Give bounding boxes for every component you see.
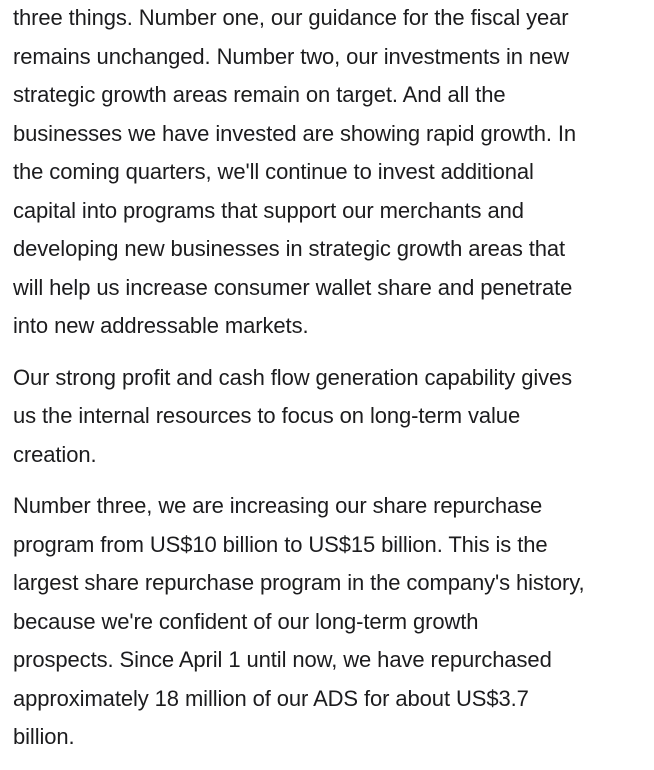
text-line: into new addressable markets. xyxy=(13,313,309,338)
text-line: prospects. Since April 1 until now, we have repurchased xyxy=(13,647,552,672)
text-line: largest share repurchase program in the company's history, xyxy=(13,570,585,595)
text-line: approximately 18 million of our ADS for about US$3.7 xyxy=(13,685,529,711)
text-line: capital into programs that support our merchants and xyxy=(13,197,524,223)
text-line: the coming quarters, we'll continue to invest additional xyxy=(13,159,534,184)
text-line: will help us increase consumer wallet share and penetrate xyxy=(13,274,573,300)
text-line: creation. xyxy=(13,441,97,467)
text-line: three things. Number one, our guidance for the fiscal year xyxy=(13,5,569,30)
paragraph-repurchase xyxy=(13,487,649,757)
paragraph-profit xyxy=(13,359,649,475)
text-line: because we're confident of our long-term growth xyxy=(13,608,479,634)
paragraph-guidance xyxy=(13,0,649,346)
article-body xyxy=(13,0,649,770)
text-line: remains unchanged. Number two, our investments in new xyxy=(13,43,569,69)
text-line: billion. xyxy=(13,724,75,749)
text-line: us the internal resources to focus on long-term value xyxy=(13,403,521,428)
text-line: program from US$10 billion to US$15 billion. This is the xyxy=(13,531,548,557)
text-line: developing new businesses in strategic growth areas that xyxy=(13,236,566,261)
text-line: Our strong profit and cash flow generation capability gives xyxy=(13,364,573,390)
text-line: Number three, we are increasing our share repurchase xyxy=(13,493,543,518)
text-line: strategic growth areas remain on target. And all the xyxy=(13,82,506,107)
text-line: businesses we have invested are showing rapid growth. In xyxy=(13,120,577,146)
